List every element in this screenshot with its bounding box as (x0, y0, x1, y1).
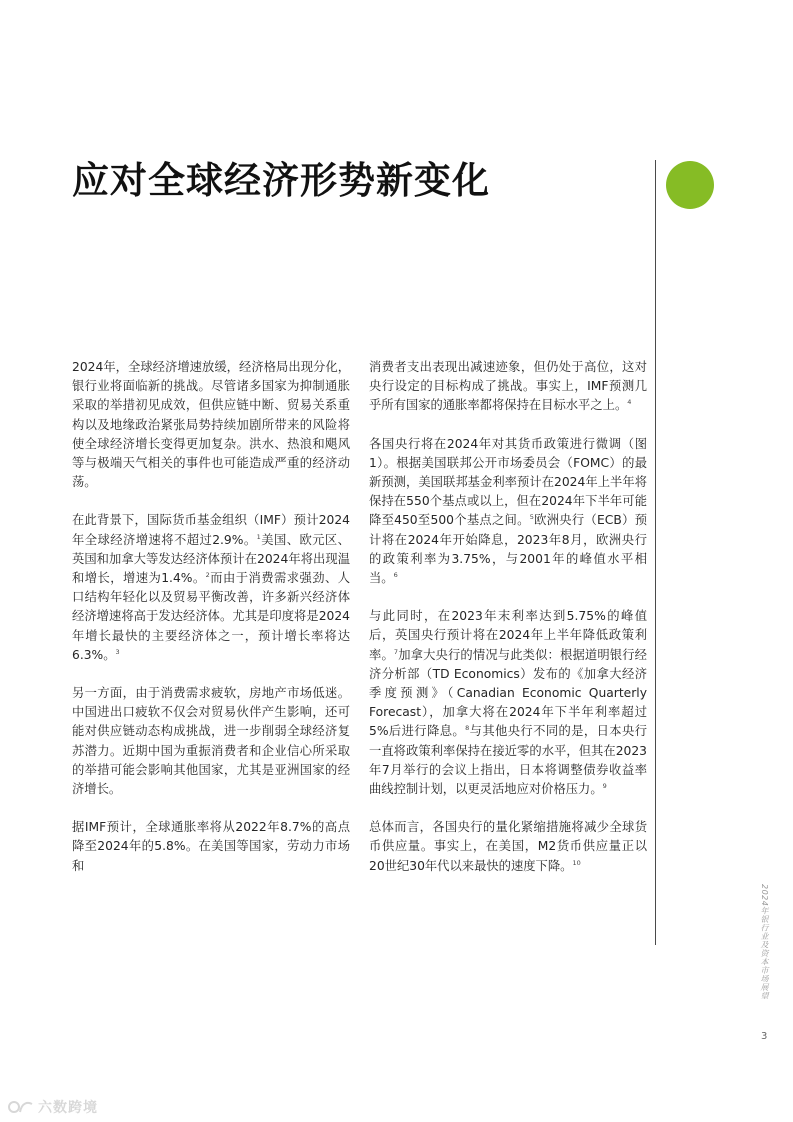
watermark-text: 六数跨境 (38, 1100, 98, 1116)
page-number: 3 (761, 1031, 768, 1042)
report-title-caption: 2024年银行业及资本市场展望 (760, 884, 769, 1000)
right-paragraph (369, 607, 647, 799)
paragraph-text: 2024年，全球经济增速放缓，经济格局出现分化，银行业将面临新的挑战。尽管诸多国家为抑制通胀采取的举措初见成效，但供应链中断、贸易关系重构以及地缘政治紧张局势持续加剧所带来的风险将使全球经济增长变得更加复杂。洪水、热浪和飓风等与极端天气相关的事件也可能造成严重的经济动荡。 (72, 360, 350, 490)
watermark (8, 1096, 98, 1118)
right-paragraph (369, 358, 647, 416)
footnote-ref: 5 (529, 513, 534, 522)
paragraph-text: 与此同时，在2023年末利率达到5.75%的峰值后，英国央行预计将在2024年上半年降低政策利率。 (369, 609, 647, 662)
footnote-ref: 1 (256, 532, 261, 541)
footnote-ref: 2 (205, 571, 210, 580)
footnote-ref: 6 (393, 571, 398, 580)
left-paragraph (72, 684, 350, 799)
page-title: 应对全球经济形势新变化 (72, 159, 490, 202)
paragraph-text: 总体而言，各国央行的量化紧缩措施将减少全球货币供应量。事实上，在美国，M2货币供应量正以20世纪30年代以来最快的速度下降。 (369, 820, 647, 873)
right-paragraph (369, 435, 647, 589)
paragraph-text: 欧洲央行（ECB）预计将在2024年开始降息，2023年8月，欧洲央行的政策利率为3.75%，与2001年的峰值水平相当。 (369, 513, 647, 586)
watermark-logo-icon (8, 1098, 34, 1116)
paragraph-text: 而由于消费需求强劲、人口结构年轻化以及贸易平衡改善，许多新兴经济体经济增速将高于发达经济体。尤其是印度将是2024年增长最快的主要经济体之一，预计增长率将达6.3%。 (72, 571, 350, 662)
paragraph-text: 在此背景下，国际货币基金组织（IMF）预计2024年全球经济增速将不超过2.9%。 (72, 513, 350, 547)
paragraph-text: 据IMF预计，全球通胀率将从2022年8.7%的高点降至2024年的5.8%。在美国等国家，劳动力市场和 (72, 820, 350, 873)
left-paragraph (72, 818, 350, 876)
left-paragraph (72, 511, 350, 665)
paragraph-text: 各国央行将在2024年对其货币政策进行微调（图1）。根据美国联邦公开市场委员会（FOMC）的最新预测，美国联邦基金利率预计在2024年上半年将保持在550个基点或以上，但在2024年下半年可能降至450至500个基点之间。 (369, 436, 647, 528)
left-paragraph (72, 358, 350, 492)
paragraph-text: 加拿大央行的情况与此类似：根据道明银行经济分析部（TD Economics）发布的《加拿大经济季度预测》（Canadian Economic Quarterly Forecast），加拿大将在2024年下半年利率超过5%后进行降息。 (369, 647, 647, 739)
footnote-ref: 10 (572, 858, 581, 867)
right-paragraph (369, 818, 647, 876)
footnote-ref: 4 (627, 398, 632, 407)
paragraph-text: 消费者支出表现出减速迹象，但仍处于高位，这对央行设定的目标构成了挑战。事实上，IMF预测几乎所有国家的通胀率都将保持在目标水平之上。 (369, 360, 647, 413)
footnote-ref: 3 (115, 647, 120, 656)
left-text-column (72, 358, 350, 895)
footnote-ref: 7 (393, 647, 399, 656)
green-circle-marker (666, 161, 714, 209)
footnote-ref: 8 (465, 724, 470, 733)
right-text-column (369, 358, 647, 895)
paragraph-text: 美国、欧元区、英国和加拿大等发达经济体预计在2024年将出现温和增长，增速为1.4%。 (72, 532, 350, 586)
footnote-ref: 9 (602, 782, 607, 791)
vertical-divider (655, 160, 656, 945)
paragraph-text: 另一方面，由于消费需求疲软，房地产市场低迷。中国进出口疲软不仅会对贸易伙伴产生影响，还可能对供应链动态构成挑战，进一步削弱全球经济复苏潜力。近期中国为重振消费者和企业信心所采取的举措可能会影响其他国家，尤其是亚洲国家的经济增长。 (72, 686, 350, 797)
paragraph-text: 与其他央行不同的是，日本央行一直将政策利率保持在接近零的水平，但其在2023年7月举行的会议上指出，日本将调整债券收益率曲线控制计划，以更灵活地应对价格压力。 (369, 724, 647, 797)
